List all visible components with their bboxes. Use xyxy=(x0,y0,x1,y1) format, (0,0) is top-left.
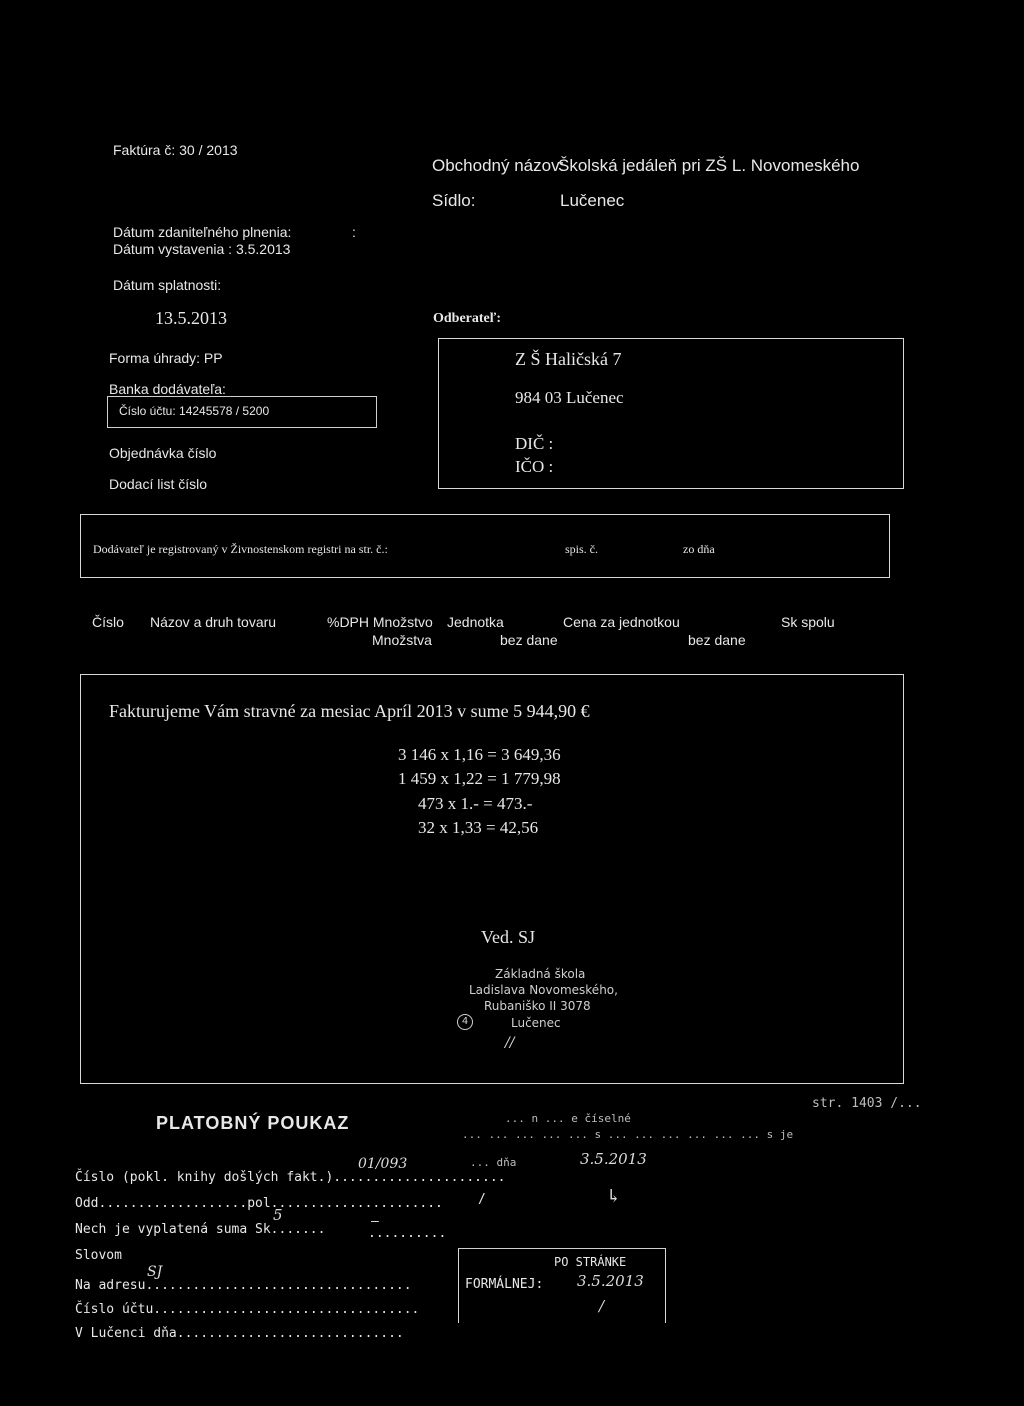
customer-dic: DIČ : xyxy=(515,434,554,453)
customer-line2: 984 03 Lučenec xyxy=(515,388,624,407)
voucher-pol-label: pol. xyxy=(247,1196,279,1211)
invoice-body-box xyxy=(80,674,904,1084)
voucher-dept-row: Odd...................pol...................... xyxy=(75,1196,443,1211)
signer: Ved. SJ xyxy=(481,927,536,947)
formal-check-line1: PO STRÁNKE xyxy=(554,1255,627,1269)
voucher-account-row: Číslo účtu.................................. xyxy=(75,1302,420,1317)
calc-row-3: 473 x 1.- = 473.- xyxy=(418,794,533,813)
customer-label: Odberateľ: xyxy=(433,311,501,326)
due-date-value: 13.5.2013 xyxy=(155,308,227,328)
invoice-number-value: 30 / 2013 xyxy=(179,142,238,158)
voucher-address-value: SJ xyxy=(147,1264,163,1280)
due-date-label: Dátum splatnosti: xyxy=(113,277,222,293)
delivery-note-label: Dodací list číslo xyxy=(109,476,208,492)
voucher-right-date-label: ... dňa xyxy=(470,1156,517,1169)
registry-box xyxy=(80,514,890,578)
calc-row-2: 1 459 x 1,22 = 1 779,98 xyxy=(398,769,561,788)
voucher-amount-value: 5 xyxy=(273,1206,283,1224)
col-excl-sub2: bez dane xyxy=(688,632,746,648)
supplier-seat-value: Lučenec xyxy=(560,191,625,210)
col-total: Sk spolu xyxy=(781,614,835,630)
voucher-address-row: Na adresu.................................. xyxy=(75,1278,412,1293)
voucher-right-date-value: 3.5.2013 xyxy=(580,1150,647,1168)
bank-label: Banka dodávateľa: xyxy=(109,381,226,397)
voucher-right-line2: ... ... ... ... ... s ... ... ... ... ... ... s je xyxy=(462,1128,794,1141)
voucher-right-arrow: ↳ xyxy=(606,1186,622,1207)
customer-box xyxy=(438,338,904,489)
col-price: Cena za jednotkou xyxy=(563,614,680,630)
voucher-dept-label: Odd. xyxy=(75,1196,107,1211)
voucher-book-row: Číslo (pokl. knihy došlých fakt.)...................... xyxy=(75,1170,506,1185)
invoice-number xyxy=(113,142,238,158)
voucher-title: PLATOBNÝ POUKAZ xyxy=(156,1113,350,1133)
supplier-seat-label: Sídlo: xyxy=(432,191,476,210)
voucher-amount-label: Nech je vyplatená suma Sk xyxy=(75,1222,271,1237)
col-excl-sub1: bez dane xyxy=(500,632,558,648)
voucher-amount-dots: .......... xyxy=(368,1226,447,1241)
calc-row-1: 3 146 x 1,16 = 3 649,36 xyxy=(398,745,561,764)
voucher-words-label: Slovom xyxy=(75,1248,122,1263)
col-name: Názov a druh tovaru xyxy=(150,614,277,630)
stamp-line2: Ladislava Novomeského, xyxy=(469,983,618,997)
voucher-amount-row: Nech je vyplatená suma Sk....... xyxy=(75,1222,326,1237)
voucher-address-label: Na adresu xyxy=(75,1278,146,1293)
formal-check-box xyxy=(458,1248,666,1323)
registry-date: zo dňa xyxy=(683,542,715,556)
voucher-city-row: V Lučenci dňa............................. xyxy=(75,1326,404,1341)
issue-date: Dátum vystavenia : 3.5.2013 xyxy=(113,241,291,257)
voucher-city-label: V Lučenci dňa xyxy=(75,1326,177,1341)
invoice-number-label: Faktúra č: xyxy=(113,142,176,158)
formal-check-label: FORMÁLNEJ: xyxy=(465,1277,544,1292)
formal-check-date: 3.5.2013 xyxy=(577,1272,644,1290)
payment-form: Forma úhrady: PP xyxy=(109,350,223,366)
voucher-book-value: 01/093 xyxy=(358,1156,408,1172)
voucher-right-slash: / xyxy=(478,1192,486,1207)
stamp-mark: // xyxy=(505,1035,515,1051)
col-qty-sub: Množstva xyxy=(372,632,432,648)
taxable-date-label: Dátum zdaniteľného plnenia: xyxy=(113,224,292,240)
registry-text: Dodávateľ je registrovaný v Živnostenskom registri na str. č.: xyxy=(93,542,388,556)
taxable-date-colon: : xyxy=(352,224,356,240)
account-box xyxy=(107,396,377,428)
voucher-amount-dash: — xyxy=(371,1214,379,1229)
registry-spis: spis. č. xyxy=(565,542,598,556)
voucher-top-right: str. 1403 /... xyxy=(812,1096,922,1111)
stamp-number-circle: 4 xyxy=(457,1014,473,1030)
calc-row-4: 32 x 1,33 = 42,56 xyxy=(418,818,539,837)
voucher-right-line1: ... n ... e číselné xyxy=(505,1112,631,1125)
stamp-line3: Rubaniško II 3078 xyxy=(484,999,591,1013)
stamp-line1: Základná škola xyxy=(495,967,586,981)
customer-line1: Z Š Haličská 7 xyxy=(515,349,622,369)
voucher-book-label: Číslo (pokl. knihy došlých fakt.) xyxy=(75,1170,334,1185)
voucher-account-label: Číslo účtu xyxy=(75,1302,154,1317)
order-number-label: Objednávka číslo xyxy=(109,445,217,461)
stamp-line4: Lučenec xyxy=(511,1016,561,1030)
formal-check-slash: / xyxy=(599,1297,605,1315)
col-unit: Jednotka xyxy=(447,614,504,630)
col-vat-qty: %DPH Množstvo xyxy=(327,614,433,630)
customer-ico: IČO : xyxy=(515,457,554,476)
col-number: Číslo xyxy=(92,614,124,630)
supplier-name-value: Školská jedáleň pri ZŠ L. Novomeského xyxy=(558,156,860,175)
invoice-summary: Fakturujeme Vám stravné za mesiac Apríl 2013 v sume 5 944,90 € xyxy=(109,701,590,721)
supplier-name-label: Obchodný názov: xyxy=(432,156,565,175)
account-number: Číslo účtu: 14245578 / 5200 xyxy=(119,404,270,418)
